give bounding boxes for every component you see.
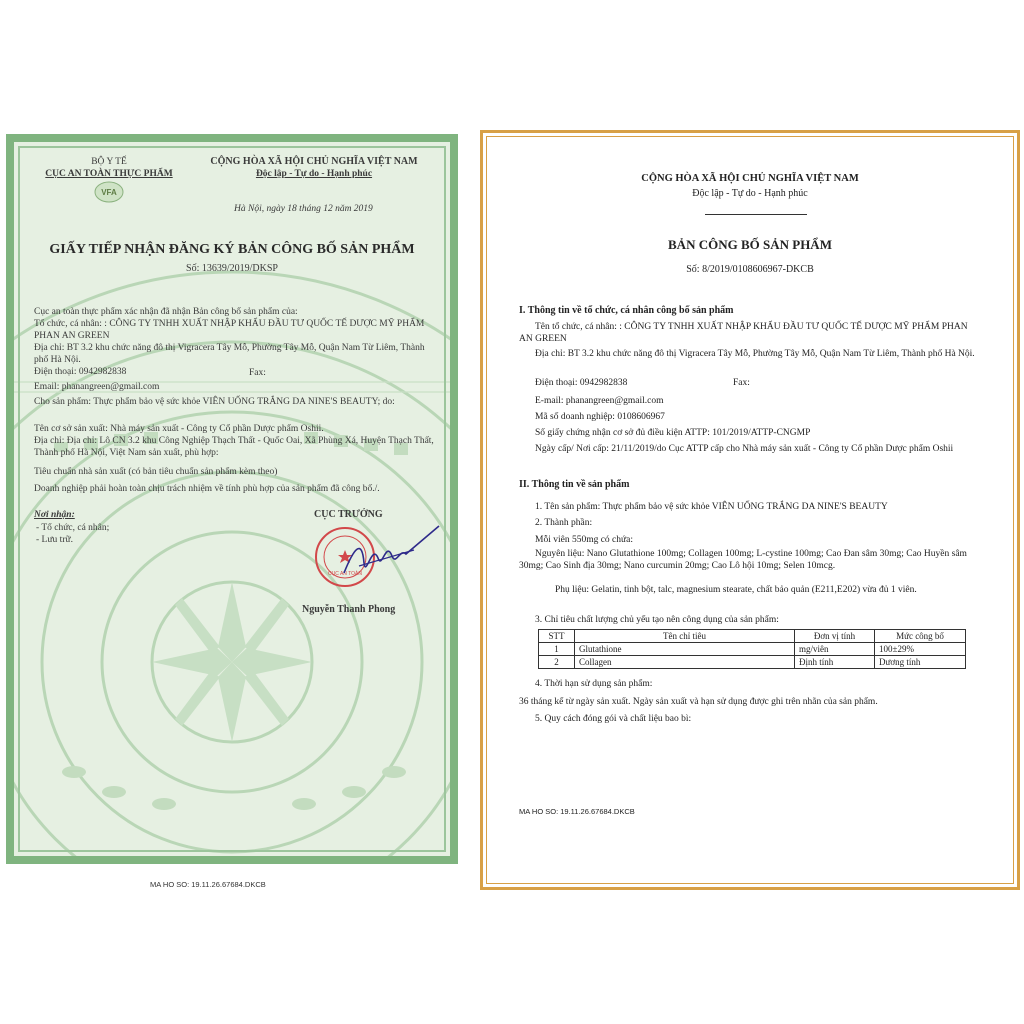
composition-heading: 2. Thành phần: <box>535 518 593 528</box>
table-header: Mức công bố <box>875 630 966 643</box>
shelf-life: 36 tháng kể từ ngày sản xuất. Ngày sản xuất và hạn sử dụng được ghi trên nhãn của sản phẩm. <box>519 697 878 707</box>
table-row <box>539 656 966 669</box>
recipients-label: Nơi nhận: <box>34 510 75 520</box>
signer-title: CỤC TRƯỞNG <box>314 509 383 520</box>
responsibility-line: Doanh nghiệp phải hoàn toàn chịu trách nhiệm về tính phù hợp của sản phẩm đã công bố./. <box>34 484 380 494</box>
table-header: Đơn vị tính <box>795 630 875 643</box>
left-certificate <box>6 134 458 864</box>
table-cell: 100±29% <box>875 643 966 656</box>
certificate-content <box>14 142 450 856</box>
table-header-row <box>539 630 966 643</box>
svg-text:CỤC AN TOÀN: CỤC AN TOÀN <box>328 571 362 577</box>
signature-icon <box>334 518 444 588</box>
left-dossier-code: MA HO SO: 19.11.26.67684.DKCB <box>150 880 266 889</box>
shelf-life-heading: 4. Thời hạn sử dụng sản phẩm: <box>535 679 653 689</box>
right-declaration <box>480 130 1020 890</box>
organization-name: Tên tổ chức, cá nhân: : CÔNG TY TNHH XUẤT NHẬP KHẨU ĐẦU TƯ QUỐC TẾ DƯỢC MỸ PHẨM PHAN AN GREEN <box>519 322 968 344</box>
certificate-number: Số: 13639/2019/DKSP <box>186 263 278 274</box>
phone-line: Điện thoại: 0942982838 <box>34 367 127 377</box>
recipient-item: - Lưu trữ. <box>36 535 73 545</box>
phone: Điện thoại: 0942982838 <box>535 378 628 388</box>
section-heading: I. Thông tin về tổ chức, cá nhân công bố sản phẩm <box>519 305 734 316</box>
right-dossier-code: MA HO SO: 19.11.26.67684.DKCB <box>519 807 635 816</box>
packaging-heading: 5. Quy cách đóng gói và chất liệu bao bì: <box>535 714 692 724</box>
table-cell: 2 <box>539 656 575 669</box>
agency-name: CỤC AN TOÀN THỰC PHẨM <box>45 169 173 179</box>
table-cell: Định tính <box>795 656 875 669</box>
issue-date: Hà Nội, ngày 18 tháng 12 năm 2019 <box>234 204 373 214</box>
declaration-number: Số: 8/2019/0108606967-DKCB <box>686 264 814 275</box>
issuing-authority <box>34 156 184 180</box>
tax-code: Mã số doanh nghiệp: 0108606967 <box>535 412 665 422</box>
certificate-title: GIẤY TIẾP NHẬN ĐĂNG KÝ BẢN CÔNG BỐ SẢN PHẨM <box>49 242 415 257</box>
motto: Độc lập - Tự do - Hạnh phúc <box>692 188 808 199</box>
motto-divider <box>705 214 807 215</box>
excipients: Phụ liệu: Gelatin, tinh bột, talc, magnesium stearate, chất bảo quản (E211,E202) vừa đủ 1 viên. <box>555 585 917 595</box>
organization-address: Địa chỉ: BT 3.2 khu chức năng đô thị Vigracera Tây Mỗ, Phường Tây Mỗ, Quận Nam Từ Liêm, Thành phố Hà Nội. <box>535 349 975 359</box>
email: E-mail: phanangreen@gmail.com <box>535 396 664 406</box>
issue-info: Ngày cấp/ Nơi cấp: 21/11/2019/do Cục ATTP cấp cho Nhà máy sản xuất - Công ty Cổ phần Dược phẩm Oshii <box>535 444 954 454</box>
state-header <box>189 156 439 180</box>
quality-table <box>538 629 966 669</box>
svg-text:VFA: VFA <box>101 188 117 197</box>
table-cell: Glutathione <box>575 643 795 656</box>
product-name: 1. Tên sản phẩm: Thực phẩm bảo vệ sức khỏe VIÊN UỐNG TRẮNG DA NINE'S BEAUTY <box>535 502 888 512</box>
table-row <box>539 643 966 656</box>
vfa-logo-icon <box>94 181 124 203</box>
table-cell: Dương tính <box>875 656 966 669</box>
table-cell: mg/viên <box>795 643 875 656</box>
signer-name: Nguyễn Thanh Phong <box>302 604 396 615</box>
fax-label: Fax: <box>733 378 750 388</box>
table-header: STT <box>539 630 575 643</box>
address-line: Địa chỉ: BT 3.2 khu chức năng đô thị Vigracera Tây Mỗ, Phường Tây Mỗ, Quận Nam Từ Liêm, Thành phố Hà Nội. <box>34 343 425 365</box>
republic-name: CỘNG HÒA XÃ HỘI CHỦ NGHĨA VIỆT NAM <box>641 173 859 184</box>
republic-name: CỘNG HÒA XÃ HỘI CHỦ NGHĨA VIỆT NAM <box>210 156 418 167</box>
quality-heading: 3. Chỉ tiêu chất lượng chủ yếu tạo nên công dụng của sản phẩm: <box>535 615 779 625</box>
email-line: Email: phanangreen@gmail.com <box>34 382 160 392</box>
table-cell: 1 <box>539 643 575 656</box>
organization-line: Tổ chức, cá nhân: : CÔNG TY TNHH XUẤT NHẬP KHẨU ĐẦU TƯ QUỐC TẾ DƯỢC MỸ PHẨM PHAN AN GREEN <box>34 319 425 341</box>
recipient-item: - Tổ chức, cá nhân; <box>36 523 110 533</box>
manufacturer-address-line: Địa chỉ: Địa chỉ: Lô CN 3.2 khu Công Nghiệp Thạch Thất - Quốc Oai, Xã Phùng Xá, Huyện Thạch Thất, Thành phố Hà Nội, Việt Nam sản xuất, phù hợp: <box>34 436 434 458</box>
manufacturer-line: Tên cơ sở sản xuất: Nhà máy sản xuất - Công ty Cổ phần Dược phẩm Oshii. <box>34 424 324 434</box>
motto: Độc lập - Tự do - Hạnh phúc <box>255 169 373 179</box>
confirmation-line: Cục an toàn thực phẩm xác nhận đã nhận Bản công bố sản phẩm của: <box>34 307 298 317</box>
fax-label: Fax: <box>249 368 266 378</box>
ministry-name: BỘ Y TẾ <box>91 157 127 167</box>
standard-line: Tiêu chuẩn nhà sản xuất (có bản tiêu chuẩn sản phẩm kèm theo) <box>34 467 278 477</box>
table-cell: Collagen <box>575 656 795 669</box>
table-header: Tên chỉ tiêu <box>575 630 795 643</box>
ingredients: Nguyên liệu: Nano Glutathione 100mg; Collagen 100mg; L-cystine 100mg; Cao Đan sâm 30mg; Cao Huyền sâm 30mg; Cao Sinh địa 30mg; Nano curcumin 20mg; Cao Lô hội 10mg; Selen 10mcg. <box>519 549 967 571</box>
declaration-title: BẢN CÔNG BỐ SẢN PHẨM <box>668 237 832 252</box>
certificate-number: Số giấy chứng nhận cơ sở đủ điều kiện ATTP: 101/2019/ATTP-CNGMP <box>535 428 811 438</box>
tablet-weight: Mỗi viên 550mg có chứa: <box>535 535 634 545</box>
product-line: Cho sản phẩm: Thực phẩm bảo vệ sức khỏe VIÊN UỐNG TRẮNG DA NINE'S BEAUTY; do: <box>34 397 395 407</box>
section-heading: II. Thông tin về sản phẩm <box>519 479 630 490</box>
